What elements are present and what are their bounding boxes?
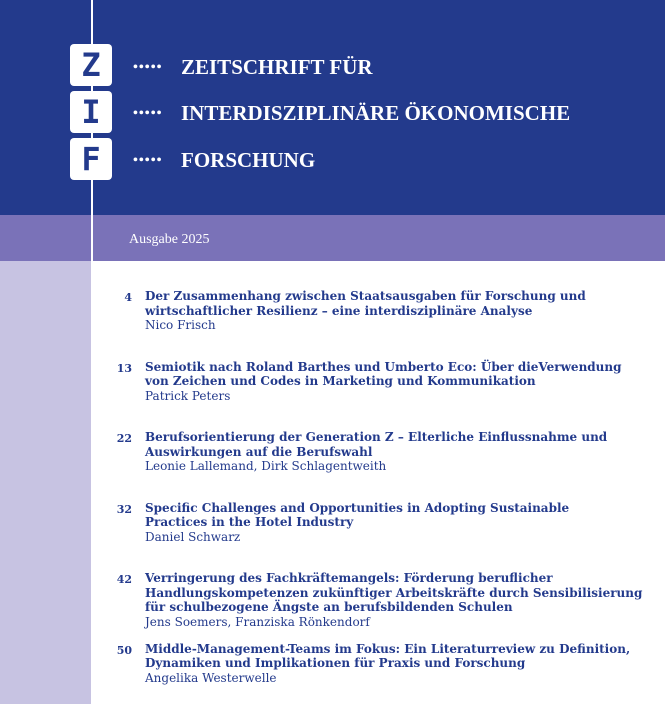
toc-entry-title bbox=[145, 289, 645, 333]
title-text: ZEITSCHRIFT FÜR bbox=[181, 55, 373, 79]
logo-letter-f: F bbox=[70, 138, 112, 180]
toc-entry[interactable] bbox=[0, 571, 665, 642]
title-dots: ••••• bbox=[133, 60, 163, 76]
toc-title-line: Specific Challenges and Opportunities in Adopting Sustainable bbox=[145, 501, 645, 516]
journal-title-line-1 bbox=[133, 55, 373, 80]
toc-title-line: Practices in the Hotel Industry bbox=[145, 515, 645, 530]
toc-title-line: Handlungskompetenzen zukünftiger Arbeitskräfte durch Sensibilisierung bbox=[145, 586, 645, 601]
toc-entry[interactable] bbox=[0, 289, 665, 360]
title-dots: ••••• bbox=[133, 153, 163, 169]
issue-label: Ausgabe 2025 bbox=[129, 232, 210, 248]
toc-page-number: 22 bbox=[104, 432, 132, 445]
title-dots: ••••• bbox=[133, 106, 163, 122]
toc-entry-title bbox=[145, 501, 645, 545]
toc-title-line: Dynamiken und Implikationen für Praxis und Forschung bbox=[145, 656, 645, 671]
toc-entry[interactable] bbox=[0, 501, 665, 572]
issue-band bbox=[0, 215, 665, 261]
toc-entry[interactable] bbox=[0, 360, 665, 431]
toc-title-line: Middle-Management-Teams im Fokus: Ein Literaturreview zu Definition, bbox=[145, 642, 645, 657]
toc-title-line: Auswirkungen auf die Berufswahl bbox=[145, 445, 645, 460]
toc-page-number: 32 bbox=[104, 503, 132, 516]
toc-title-line: wirtschaftlicher Resilienz – eine interdisziplinäre Analyse bbox=[145, 304, 645, 319]
toc-entry-title bbox=[145, 360, 645, 404]
toc-entry-authors: Jens Soemers, Franziska Rönkendorf bbox=[145, 615, 645, 630]
toc-entry[interactable] bbox=[0, 430, 665, 501]
toc-title-line: Semiotik nach Roland Barthes und Umberto Eco: Über dieVerwendung bbox=[145, 360, 645, 375]
toc-page-number: 42 bbox=[104, 573, 132, 586]
toc-entry-authors: Angelika Westerwelle bbox=[145, 671, 645, 686]
toc-page-number: 50 bbox=[104, 644, 132, 657]
toc-entry[interactable] bbox=[0, 642, 665, 712]
toc-title-line: für schulbezogene Ängste an berufsbildenden Schulen bbox=[145, 600, 645, 615]
table-of-contents bbox=[0, 289, 665, 712]
title-text: INTERDISZIPLINÄRE ÖKONOMISCHE bbox=[181, 101, 570, 125]
toc-entry-title bbox=[145, 642, 645, 686]
toc-page-number: 4 bbox=[104, 291, 132, 304]
journal-title-line-2 bbox=[133, 101, 570, 126]
toc-title-line: Berufsorientierung der Generation Z – Elterliche Einflussnahme und bbox=[145, 430, 645, 445]
journal-title-line-3 bbox=[133, 148, 315, 173]
toc-entry-authors: Nico Frisch bbox=[145, 318, 645, 333]
toc-entry-title bbox=[145, 571, 645, 629]
title-text: FORSCHUNG bbox=[181, 148, 315, 172]
logo-letter-i: I bbox=[70, 91, 112, 133]
toc-title-line: Verringerung des Fachkräftemangels: Förderung beruflicher bbox=[145, 571, 645, 586]
toc-entry-title bbox=[145, 430, 645, 474]
journal-logo bbox=[70, 44, 112, 185]
toc-entry-authors: Patrick Peters bbox=[145, 389, 645, 404]
toc-page-number: 13 bbox=[104, 362, 132, 375]
toc-entry-authors: Leonie Lallemand, Dirk Schlagentweith bbox=[145, 459, 645, 474]
toc-entry-authors: Daniel Schwarz bbox=[145, 530, 645, 545]
toc-title-line: von Zeichen und Codes in Marketing und Kommunikation bbox=[145, 374, 645, 389]
logo-letter-z: Z bbox=[70, 44, 112, 86]
toc-title-line: Der Zusammenhang zwischen Staatsausgaben für Forschung und bbox=[145, 289, 645, 304]
